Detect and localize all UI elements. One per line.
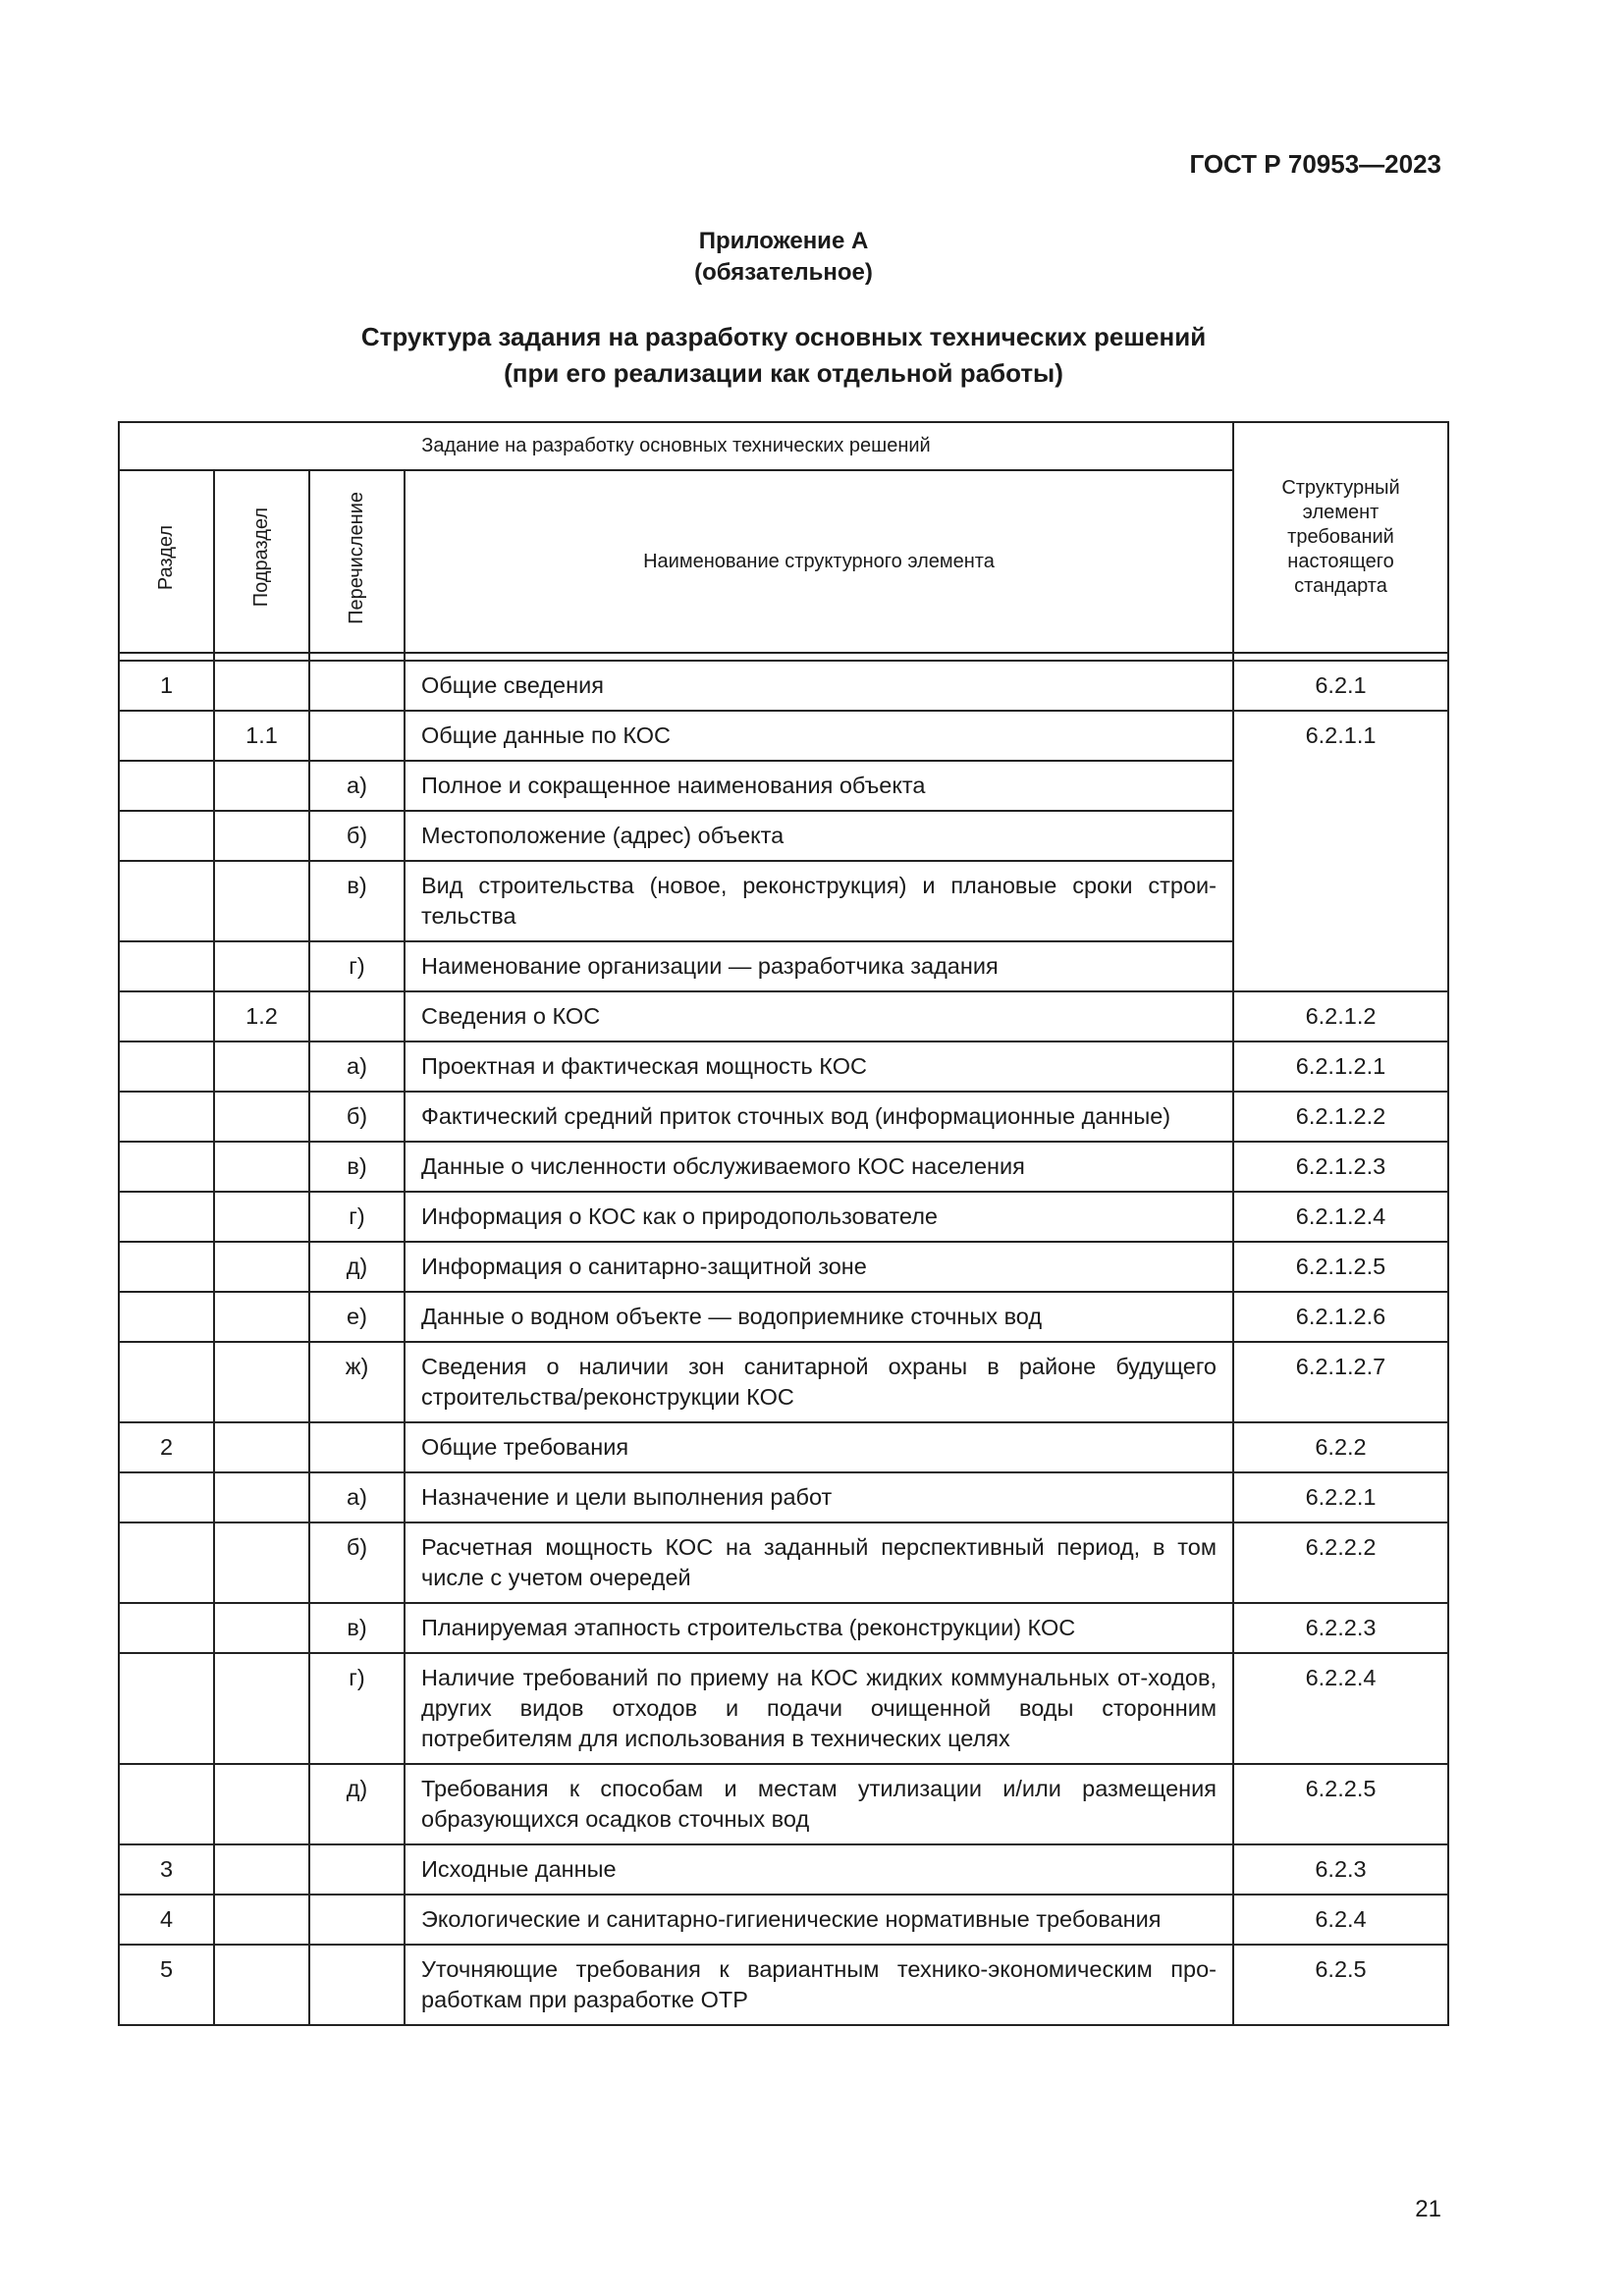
cell-name: Проектная и фактическая мощность КОС bbox=[405, 1041, 1233, 1092]
cell-name: Полное и сокращенное наименования объекта bbox=[405, 761, 1233, 811]
cell-name: Наименование организации — разработчика задания bbox=[405, 941, 1233, 991]
col-header-enumeration-text: Перечисление bbox=[346, 491, 367, 624]
separator-cell bbox=[309, 653, 405, 661]
cell-enumeration: е) bbox=[309, 1292, 405, 1342]
cell-reference: 6.2.2.2 bbox=[1233, 1522, 1448, 1603]
table-row bbox=[119, 1844, 1448, 1895]
cell-subsection bbox=[214, 1292, 309, 1342]
table-row bbox=[119, 1603, 1448, 1653]
cell-section bbox=[119, 1472, 214, 1522]
table-row bbox=[119, 1142, 1448, 1192]
cell-enumeration: б) bbox=[309, 1092, 405, 1142]
cell-name: Данные о водном объекте — водоприемнике сточных вод bbox=[405, 1292, 1233, 1342]
cell-enumeration: в) bbox=[309, 861, 405, 941]
table-row bbox=[119, 1092, 1448, 1142]
cell-reference: 6.2.1.2 bbox=[1233, 991, 1448, 1041]
table-row bbox=[119, 1192, 1448, 1242]
cell-subsection bbox=[214, 1895, 309, 1945]
cell-enumeration: г) bbox=[309, 941, 405, 991]
cell-name: Общие требования bbox=[405, 1422, 1233, 1472]
cell-enumeration: д) bbox=[309, 1764, 405, 1844]
cell-section bbox=[119, 941, 214, 991]
cell-section: 5 bbox=[119, 1945, 214, 2025]
cell-name: Сведения о наличии зон санитарной охраны в районе будущего строительства/реконструкции КОС bbox=[405, 1342, 1233, 1422]
title-line-2: (при его реализации как отдельной работы) bbox=[504, 358, 1063, 388]
col-header-enumeration bbox=[309, 470, 405, 653]
cell-subsection bbox=[214, 1342, 309, 1422]
group-header: Задание на разработку основных технических решений bbox=[119, 422, 1233, 470]
separator-cell bbox=[405, 653, 1233, 661]
cell-section: 1 bbox=[119, 661, 214, 711]
cell-subsection bbox=[214, 761, 309, 811]
cell-section bbox=[119, 761, 214, 811]
cell-name: Исходные данные bbox=[405, 1844, 1233, 1895]
cell-enumeration: в) bbox=[309, 1142, 405, 1192]
cell-section bbox=[119, 1142, 214, 1192]
cell-section bbox=[119, 1041, 214, 1092]
header-separator bbox=[119, 653, 1448, 661]
col-header-section bbox=[119, 470, 214, 653]
table-row bbox=[119, 1292, 1448, 1342]
cell-name: Данные о численности обслуживаемого КОС населения bbox=[405, 1142, 1233, 1192]
cell-enumeration: г) bbox=[309, 1192, 405, 1242]
cell-subsection bbox=[214, 661, 309, 711]
col-header-reference bbox=[1233, 422, 1448, 653]
cell-enumeration: в) bbox=[309, 1603, 405, 1653]
cell-subsection bbox=[214, 1603, 309, 1653]
cell-reference: 6.2.1 bbox=[1233, 661, 1448, 711]
cell-name: Фактический средний приток сточных вод (информационные данные) bbox=[405, 1092, 1233, 1142]
cell-name: Общие данные по КОС bbox=[405, 711, 1233, 761]
cell-section: 4 bbox=[119, 1895, 214, 1945]
table-row bbox=[119, 1895, 1448, 1945]
cell-reference: 6.2.1.2.2 bbox=[1233, 1092, 1448, 1142]
cell-reference: 6.2.2.1 bbox=[1233, 1472, 1448, 1522]
cell-enumeration: а) bbox=[309, 1041, 405, 1092]
page-title bbox=[0, 319, 1567, 392]
col-header-subsection-text: Подраздел bbox=[250, 507, 272, 608]
cell-enumeration: б) bbox=[309, 811, 405, 861]
cell-subsection bbox=[214, 1041, 309, 1092]
cell-section bbox=[119, 1522, 214, 1603]
cell-subsection bbox=[214, 1092, 309, 1142]
cell-reference: 6.2.1.1 bbox=[1233, 711, 1448, 991]
table-row bbox=[119, 991, 1448, 1041]
structure-table bbox=[118, 421, 1449, 2026]
annex-status: (обязательное) bbox=[694, 259, 873, 286]
cell-enumeration bbox=[309, 1945, 405, 2025]
table-row bbox=[119, 1472, 1448, 1522]
col-header-reference-text: Структурный элемент требований настоящего стандарта bbox=[1281, 477, 1400, 597]
cell-section bbox=[119, 811, 214, 861]
cell-enumeration bbox=[309, 661, 405, 711]
cell-enumeration: д) bbox=[309, 1242, 405, 1292]
cell-enumeration bbox=[309, 711, 405, 761]
table-row bbox=[119, 1041, 1448, 1092]
cell-section bbox=[119, 861, 214, 941]
cell-section bbox=[119, 991, 214, 1041]
document-code: ГОСТ Р 70953—2023 bbox=[1189, 149, 1441, 179]
cell-reference: 6.2.3 bbox=[1233, 1844, 1448, 1895]
table-row bbox=[119, 1522, 1448, 1603]
title-line-1: Структура задания на разработку основных технических решений bbox=[360, 322, 1207, 351]
cell-section: 3 bbox=[119, 1844, 214, 1895]
cell-name: Общие сведения bbox=[405, 661, 1233, 711]
annex-label: Приложение А bbox=[698, 228, 869, 254]
table-row bbox=[119, 1653, 1448, 1764]
cell-section bbox=[119, 711, 214, 761]
cell-name: Планируемая этапность строительства (реконструкции) КОС bbox=[405, 1603, 1233, 1653]
cell-enumeration: ж) bbox=[309, 1342, 405, 1422]
cell-reference: 6.2.1.2.4 bbox=[1233, 1192, 1448, 1242]
cell-reference: 6.2.2.4 bbox=[1233, 1653, 1448, 1764]
cell-enumeration bbox=[309, 1422, 405, 1472]
cell-name: Назначение и цели выполнения работ bbox=[405, 1472, 1233, 1522]
cell-reference: 6.2.1.2.5 bbox=[1233, 1242, 1448, 1292]
page-number: 21 bbox=[1415, 2196, 1441, 2222]
table-row bbox=[119, 711, 1448, 761]
cell-subsection bbox=[214, 861, 309, 941]
cell-name: Местоположение (адрес) объекта bbox=[405, 811, 1233, 861]
cell-subsection bbox=[214, 1422, 309, 1472]
cell-reference: 6.2.2 bbox=[1233, 1422, 1448, 1472]
col-header-name: Наименование структурного элемента bbox=[405, 470, 1233, 653]
cell-reference: 6.2.4 bbox=[1233, 1895, 1448, 1945]
cell-name: Информация о санитарно-защитной зоне bbox=[405, 1242, 1233, 1292]
cell-subsection bbox=[214, 1472, 309, 1522]
cell-subsection: 1.1 bbox=[214, 711, 309, 761]
table-row bbox=[119, 1764, 1448, 1844]
cell-section bbox=[119, 1242, 214, 1292]
cell-section bbox=[119, 1603, 214, 1653]
separator-cell bbox=[1233, 653, 1448, 661]
cell-reference: 6.2.1.2.7 bbox=[1233, 1342, 1448, 1422]
col-header-section-text: Раздел bbox=[155, 524, 177, 591]
cell-subsection bbox=[214, 1522, 309, 1603]
cell-section bbox=[119, 1192, 214, 1242]
cell-enumeration bbox=[309, 1844, 405, 1895]
cell-section bbox=[119, 1092, 214, 1142]
table-row bbox=[119, 1242, 1448, 1292]
table-row bbox=[119, 1945, 1448, 2025]
cell-name: Требования к способам и местам утилизации и/или размещения образующихся осадков сточных вод bbox=[405, 1764, 1233, 1844]
cell-name: Информация о КОС как о природопользователе bbox=[405, 1192, 1233, 1242]
cell-subsection bbox=[214, 1242, 309, 1292]
cell-subsection bbox=[214, 1844, 309, 1895]
cell-subsection bbox=[214, 941, 309, 991]
cell-enumeration: а) bbox=[309, 1472, 405, 1522]
cell-subsection bbox=[214, 1764, 309, 1844]
cell-subsection bbox=[214, 1653, 309, 1764]
cell-section: 2 bbox=[119, 1422, 214, 1472]
cell-section bbox=[119, 1292, 214, 1342]
cell-subsection bbox=[214, 1192, 309, 1242]
cell-subsection bbox=[214, 1142, 309, 1192]
cell-name: Вид строительства (новое, реконструкция) и плановые сроки строи-тельства bbox=[405, 861, 1233, 941]
table-row bbox=[119, 1422, 1448, 1472]
separator-cell bbox=[214, 653, 309, 661]
cell-name: Сведения о КОС bbox=[405, 991, 1233, 1041]
cell-section bbox=[119, 1342, 214, 1422]
cell-enumeration: б) bbox=[309, 1522, 405, 1603]
cell-name: Уточняющие требования к вариантным технико-экономическим про-работкам при разработке ОТР bbox=[405, 1945, 1233, 2025]
cell-enumeration: г) bbox=[309, 1653, 405, 1764]
cell-reference: 6.2.5 bbox=[1233, 1945, 1448, 2025]
cell-enumeration: а) bbox=[309, 761, 405, 811]
annex-heading bbox=[0, 226, 1567, 289]
cell-reference: 6.2.2.3 bbox=[1233, 1603, 1448, 1653]
separator-cell bbox=[119, 653, 214, 661]
cell-name: Экологические и санитарно-гигиенические нормативные требования bbox=[405, 1895, 1233, 1945]
table-row bbox=[119, 1342, 1448, 1422]
cell-name: Расчетная мощность КОС на заданный перспективный период, в том числе с учетом очередей bbox=[405, 1522, 1233, 1603]
cell-enumeration bbox=[309, 1895, 405, 1945]
cell-reference: 6.2.1.2.3 bbox=[1233, 1142, 1448, 1192]
cell-subsection: 1.2 bbox=[214, 991, 309, 1041]
table-row bbox=[119, 661, 1448, 711]
cell-enumeration bbox=[309, 991, 405, 1041]
cell-name: Наличие требований по приему на КОС жидких коммунальных от-ходов, других видов отходов и подачи очищенной воды сторонним потребителям для использования в технических целях bbox=[405, 1653, 1233, 1764]
col-header-subsection bbox=[214, 470, 309, 653]
cell-section bbox=[119, 1653, 214, 1764]
cell-reference: 6.2.1.2.6 bbox=[1233, 1292, 1448, 1342]
cell-subsection bbox=[214, 811, 309, 861]
cell-section bbox=[119, 1764, 214, 1844]
cell-subsection bbox=[214, 1945, 309, 2025]
cell-reference: 6.2.2.5 bbox=[1233, 1764, 1448, 1844]
cell-reference: 6.2.1.2.1 bbox=[1233, 1041, 1448, 1092]
